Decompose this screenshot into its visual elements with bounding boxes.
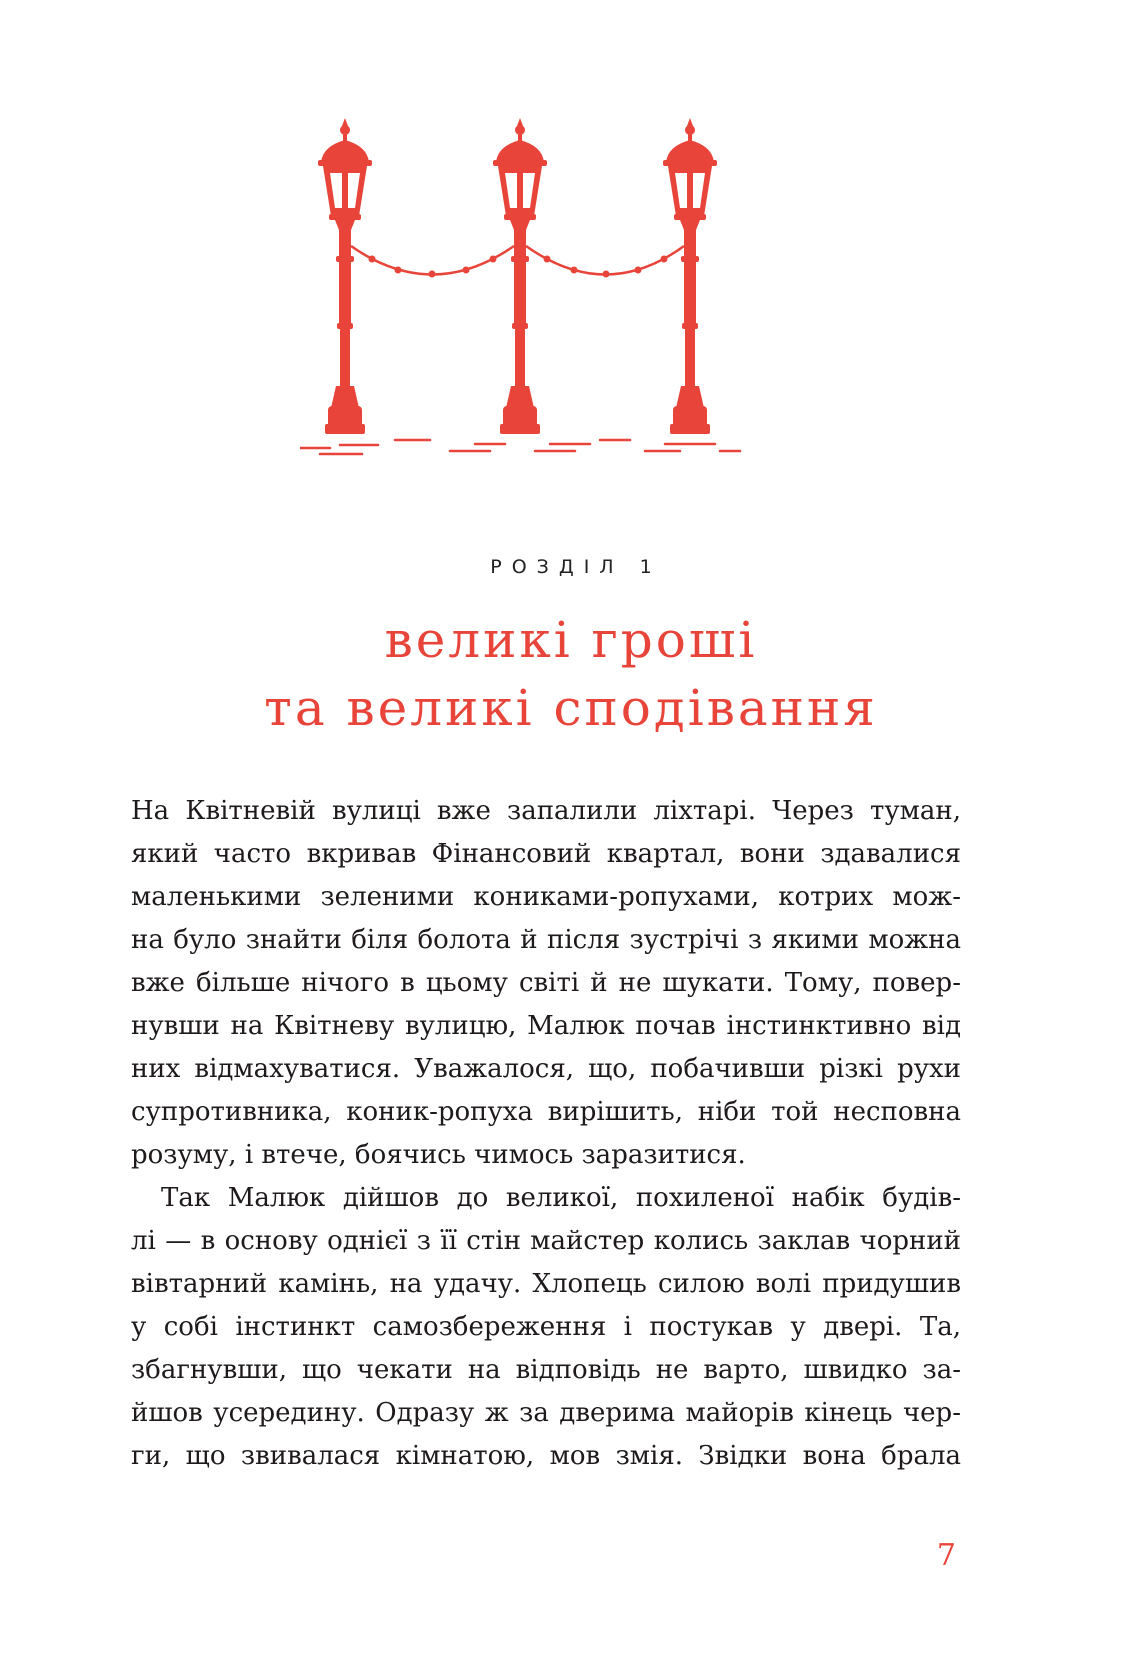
text-line: збагнувши, що чекати на відповідь не варто, швидко за- bbox=[131, 1355, 961, 1385]
chapter-title-line-1: великі гроші bbox=[384, 611, 758, 669]
chapter-label: РОЗДІЛ 1 bbox=[490, 556, 662, 578]
body-text bbox=[131, 790, 961, 1478]
text-line: який часто вкривав Фінансовий квартал, вони здавалися bbox=[131, 839, 961, 869]
text-line: у собі інстинкт самозбереження і постукав у двері. Та, bbox=[131, 1312, 961, 1342]
text-line: нувши на Квітневу вулицю, Малюк почав інстинктивно від bbox=[131, 1011, 961, 1041]
text-line: супротивника, коник-ропуха вирішить, ніби той несповна bbox=[131, 1097, 961, 1127]
text-line: них відмахуватися. Уважалося, що, побачивши різкі рухи bbox=[131, 1054, 961, 1084]
text-line: ги, що звивалася кімнатою, мов змія. Звідки вона брала bbox=[131, 1441, 961, 1471]
text-line: вівтарний камінь, на удачу. Хлопець силою волі придушив bbox=[131, 1269, 961, 1299]
chapter-title-line-2: та великі сподівання bbox=[264, 679, 878, 737]
text-line: йшов усередину. Одразу ж за дверима майорів кінець чер- bbox=[131, 1398, 961, 1428]
page-number: 7 bbox=[936, 1538, 956, 1573]
text-line: вже більше нічого в цьому світі й не шукати. Тому, повер- bbox=[131, 968, 961, 998]
text-line: лі — в основу однієї з її стін майстер колись заклав чорний bbox=[131, 1226, 961, 1256]
street-lamps-illustration bbox=[300, 118, 800, 488]
text-line: На Квітневій вулиці вже запалили ліхтарі. Через туман, bbox=[131, 796, 961, 826]
text-line: маленькими зеленими кониками-ропухами, котрих мож- bbox=[131, 882, 961, 912]
text-line: на було знайти біля болота й після зустрічі з якими можна bbox=[131, 925, 961, 955]
chapter-title bbox=[0, 606, 1142, 742]
text-line: розуму, і втече, боячись чимось заразитися. bbox=[131, 1140, 746, 1170]
paragraph-start-line: Так Малюк дійшов до великої, похиленої набік будів- bbox=[161, 1183, 961, 1213]
